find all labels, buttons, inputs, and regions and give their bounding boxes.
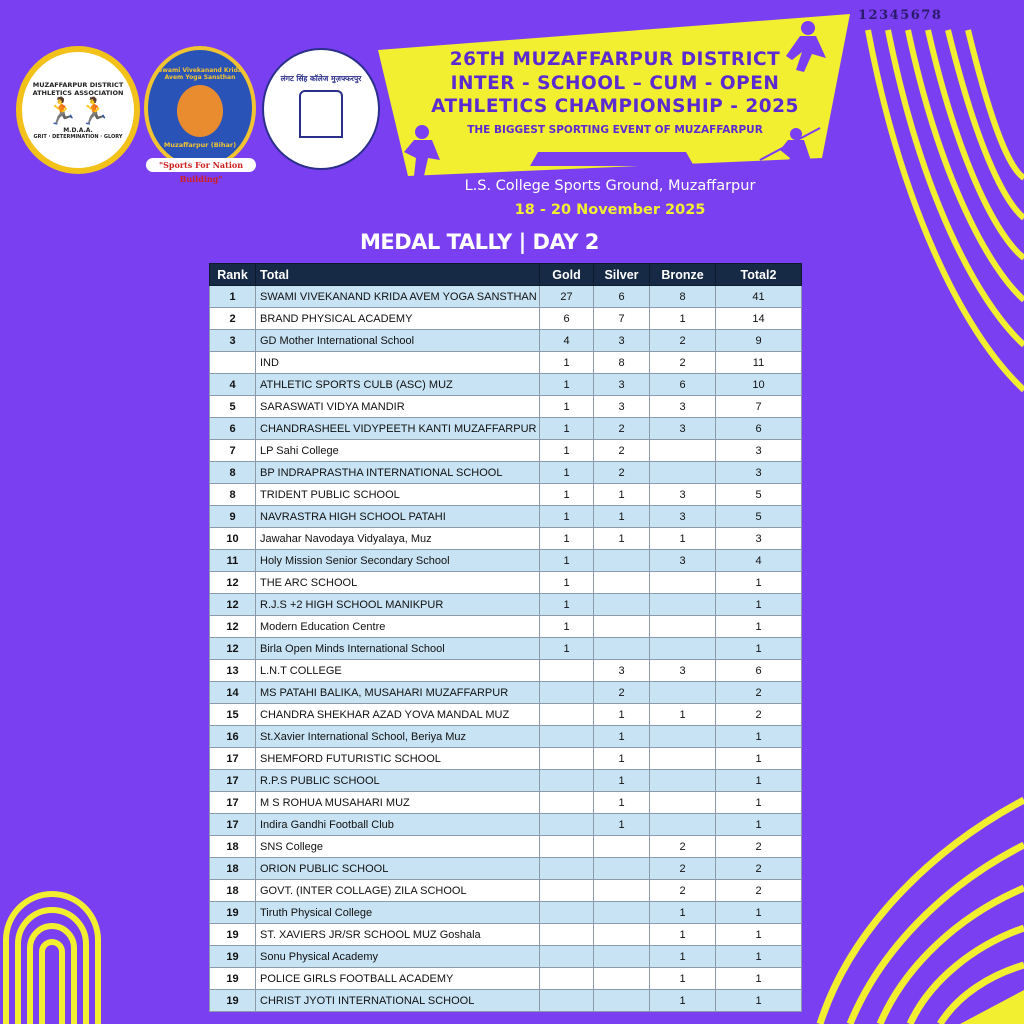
rank-cell: 19 bbox=[210, 990, 256, 1012]
table-row bbox=[210, 814, 802, 836]
track-arcs-top-right bbox=[868, 30, 1024, 390]
team-name-cell: POLICE GIRLS FOOTBALL ACADEMY bbox=[256, 968, 540, 990]
bronze-cell: 8 bbox=[650, 286, 716, 308]
team-name-cell: CHANDRASHEEL VIDYPEETH KANTI MUZAFFARPUR bbox=[256, 418, 540, 440]
table-row bbox=[210, 374, 802, 396]
gold-cell bbox=[540, 704, 594, 726]
gold-cell bbox=[540, 880, 594, 902]
team-name-cell: Jawahar Navodaya Vidyalaya, Muz bbox=[256, 528, 540, 550]
table-row bbox=[210, 770, 802, 792]
gold-cell bbox=[540, 682, 594, 704]
total-cell: 14 bbox=[716, 308, 802, 330]
silver-cell bbox=[594, 990, 650, 1012]
title-line-2: INTER - SCHOOL – CUM - OPEN bbox=[450, 73, 780, 94]
silver-cell: 1 bbox=[594, 792, 650, 814]
bronze-cell: 6 bbox=[650, 374, 716, 396]
rank-cell: 17 bbox=[210, 770, 256, 792]
rank-cell: 3 bbox=[210, 330, 256, 352]
bronze-cell: 1 bbox=[650, 924, 716, 946]
silver-cell: 1 bbox=[594, 506, 650, 528]
total-cell: 1 bbox=[716, 638, 802, 660]
total-cell: 5 bbox=[716, 506, 802, 528]
bronze-cell: 1 bbox=[650, 968, 716, 990]
medal-tally-heading: MEDAL TALLY | DAY 2 bbox=[360, 230, 599, 254]
bronze-cell bbox=[650, 440, 716, 462]
table-row bbox=[210, 726, 802, 748]
silver-cell: 1 bbox=[594, 748, 650, 770]
rank-cell: 5 bbox=[210, 396, 256, 418]
table-row bbox=[210, 396, 802, 418]
team-name-cell: ATHLETIC SPORTS CULB (ASC) MUZ bbox=[256, 374, 540, 396]
bronze-cell: 1 bbox=[650, 528, 716, 550]
total-cell: 1 bbox=[716, 726, 802, 748]
rank-cell: 16 bbox=[210, 726, 256, 748]
rank-cell: 18 bbox=[210, 880, 256, 902]
silver-cell: 3 bbox=[594, 660, 650, 682]
silver-cell: 1 bbox=[594, 704, 650, 726]
total-cell: 2 bbox=[716, 880, 802, 902]
gold-cell: 1 bbox=[540, 484, 594, 506]
bronze-cell bbox=[650, 814, 716, 836]
rank-cell: 19 bbox=[210, 946, 256, 968]
track-arcs-bottom-right bbox=[820, 800, 1024, 1024]
table-row bbox=[210, 704, 802, 726]
team-name-cell: LP Sahi College bbox=[256, 440, 540, 462]
team-name-cell: Holy Mission Senior Secondary School bbox=[256, 550, 540, 572]
rank-cell bbox=[210, 352, 256, 374]
silver-cell bbox=[594, 968, 650, 990]
gold-cell bbox=[540, 990, 594, 1012]
table-row bbox=[210, 660, 802, 682]
total-cell: 2 bbox=[716, 704, 802, 726]
bronze-cell: 2 bbox=[650, 330, 716, 352]
silver-cell bbox=[594, 572, 650, 594]
gold-cell: 1 bbox=[540, 550, 594, 572]
rank-cell: 14 bbox=[210, 682, 256, 704]
silver-cell bbox=[594, 594, 650, 616]
bronze-cell: 2 bbox=[650, 836, 716, 858]
rank-cell: 7 bbox=[210, 440, 256, 462]
total-cell: 4 bbox=[716, 550, 802, 572]
gold-cell bbox=[540, 792, 594, 814]
total-cell: 2 bbox=[716, 836, 802, 858]
table-row bbox=[210, 858, 802, 880]
mdaa-abbr: M.D.A.A. bbox=[63, 126, 93, 134]
total-cell: 6 bbox=[716, 660, 802, 682]
total-cell: 3 bbox=[716, 528, 802, 550]
bronze-cell: 1 bbox=[650, 308, 716, 330]
team-name-cell: L.N.T COLLEGE bbox=[256, 660, 540, 682]
mini-track-icon bbox=[530, 152, 694, 166]
mdaa-logo-text: MUZAFFARPUR DISTRICT ATHLETICS ASSOCIATION bbox=[32, 80, 124, 97]
table-row bbox=[210, 506, 802, 528]
rank-cell: 17 bbox=[210, 792, 256, 814]
total-cell: 1 bbox=[716, 792, 802, 814]
rank-cell: 18 bbox=[210, 858, 256, 880]
total-cell: 10 bbox=[716, 374, 802, 396]
total-cell: 2 bbox=[716, 858, 802, 880]
rank-cell: 17 bbox=[210, 814, 256, 836]
rank-cell: 18 bbox=[210, 836, 256, 858]
silver-cell: 7 bbox=[594, 308, 650, 330]
column-header-name: Total bbox=[256, 264, 540, 286]
gold-cell: 27 bbox=[540, 286, 594, 308]
bronze-cell bbox=[650, 748, 716, 770]
team-name-cell: IND bbox=[256, 352, 540, 374]
total-cell: 41 bbox=[716, 286, 802, 308]
gold-cell: 1 bbox=[540, 396, 594, 418]
bronze-cell bbox=[650, 572, 716, 594]
gold-cell bbox=[540, 902, 594, 924]
gold-cell: 1 bbox=[540, 616, 594, 638]
team-name-cell: Indira Gandhi Football Club bbox=[256, 814, 540, 836]
total-cell: 2 bbox=[716, 682, 802, 704]
table-row bbox=[210, 330, 802, 352]
total-cell: 1 bbox=[716, 594, 802, 616]
column-header-total: Total2 bbox=[716, 264, 802, 286]
table-row bbox=[210, 550, 802, 572]
gold-cell: 1 bbox=[540, 572, 594, 594]
silver-cell: 1 bbox=[594, 726, 650, 748]
table-body bbox=[210, 286, 802, 1012]
silver-cell: 1 bbox=[594, 814, 650, 836]
total-cell: 6 bbox=[716, 418, 802, 440]
mdaa-motto: GRIT · DETERMINATION · GLORY bbox=[33, 133, 123, 140]
gold-cell bbox=[540, 814, 594, 836]
team-name-cell: M S ROHUA MUSAHARI MUZ bbox=[256, 792, 540, 814]
bronze-cell: 3 bbox=[650, 484, 716, 506]
table-row bbox=[210, 924, 802, 946]
column-header-bronze: Bronze bbox=[650, 264, 716, 286]
bronze-cell: 1 bbox=[650, 704, 716, 726]
ls-college-logo bbox=[262, 48, 380, 170]
bronze-cell bbox=[650, 770, 716, 792]
table-row bbox=[210, 946, 802, 968]
team-name-cell: Tiruth Physical College bbox=[256, 902, 540, 924]
gold-cell: 1 bbox=[540, 440, 594, 462]
gold-cell bbox=[540, 858, 594, 880]
gold-cell: 1 bbox=[540, 418, 594, 440]
team-name-cell: ORION PUBLIC SCHOOL bbox=[256, 858, 540, 880]
bronze-cell bbox=[650, 792, 716, 814]
silver-cell: 6 bbox=[594, 286, 650, 308]
gold-cell: 1 bbox=[540, 528, 594, 550]
bronze-cell: 3 bbox=[650, 396, 716, 418]
total-cell: 1 bbox=[716, 990, 802, 1012]
silver-cell: 1 bbox=[594, 770, 650, 792]
silver-cell: 2 bbox=[594, 440, 650, 462]
bronze-cell: 2 bbox=[650, 858, 716, 880]
silver-cell bbox=[594, 550, 650, 572]
portrait-icon bbox=[177, 85, 223, 137]
column-header-rank: Rank bbox=[210, 264, 256, 286]
gold-cell: 1 bbox=[540, 352, 594, 374]
gold-cell bbox=[540, 770, 594, 792]
total-cell: 9 bbox=[716, 330, 802, 352]
bronze-cell bbox=[650, 638, 716, 660]
table-row bbox=[210, 286, 802, 308]
rank-cell: 12 bbox=[210, 594, 256, 616]
team-name-cell: CHRIST JYOTI INTERNATIONAL SCHOOL bbox=[256, 990, 540, 1012]
bronze-cell: 3 bbox=[650, 550, 716, 572]
table-header-row bbox=[210, 264, 802, 286]
rank-cell: 12 bbox=[210, 638, 256, 660]
total-cell: 1 bbox=[716, 968, 802, 990]
bronze-cell bbox=[650, 726, 716, 748]
table-row bbox=[210, 616, 802, 638]
silver-cell bbox=[594, 902, 650, 924]
venue: L.S. College Sports Ground, Muzaffarpur bbox=[464, 178, 756, 194]
silver-cell bbox=[594, 638, 650, 660]
gold-cell bbox=[540, 946, 594, 968]
silver-cell bbox=[594, 836, 650, 858]
rank-cell: 9 bbox=[210, 506, 256, 528]
table-row bbox=[210, 440, 802, 462]
gold-cell: 1 bbox=[540, 506, 594, 528]
team-name-cell: Birla Open Minds International School bbox=[256, 638, 540, 660]
rank-cell: 13 bbox=[210, 660, 256, 682]
rank-cell: 10 bbox=[210, 528, 256, 550]
rank-cell: 17 bbox=[210, 748, 256, 770]
team-name-cell: SARASWATI VIDYA MANDIR bbox=[256, 396, 540, 418]
runners-icon: 🏃🏃 bbox=[45, 96, 111, 127]
table-row bbox=[210, 968, 802, 990]
bronze-cell: 1 bbox=[650, 990, 716, 1012]
mdaa-logo bbox=[16, 46, 140, 174]
silver-cell bbox=[594, 946, 650, 968]
silver-cell: 3 bbox=[594, 374, 650, 396]
team-name-cell: St.Xavier International School, Beriya Muz bbox=[256, 726, 540, 748]
team-name-cell: NAVRASTRA HIGH SCHOOL PATAHI bbox=[256, 506, 540, 528]
gold-cell bbox=[540, 968, 594, 990]
bronze-cell bbox=[650, 594, 716, 616]
table-row bbox=[210, 902, 802, 924]
total-cell: 3 bbox=[716, 462, 802, 484]
silver-cell: 8 bbox=[594, 352, 650, 374]
column-header-silver: Silver bbox=[594, 264, 650, 286]
table-row bbox=[210, 836, 802, 858]
bronze-cell: 3 bbox=[650, 660, 716, 682]
total-cell: 1 bbox=[716, 924, 802, 946]
bronze-cell: 1 bbox=[650, 902, 716, 924]
table-row bbox=[210, 594, 802, 616]
title-line-3: ATHLETICS CHAMPIONSHIP - 2025 bbox=[431, 96, 799, 117]
table-row bbox=[210, 880, 802, 902]
team-name-cell: R.P.S PUBLIC SCHOOL bbox=[256, 770, 540, 792]
team-name-cell: GOVT. (INTER COLLAGE) ZILA SCHOOL bbox=[256, 880, 540, 902]
swami-vivekanand-logo bbox=[144, 46, 256, 170]
team-name-cell: SHEMFORD FUTURISTIC SCHOOL bbox=[256, 748, 540, 770]
rank-cell: 19 bbox=[210, 968, 256, 990]
silver-cell: 1 bbox=[594, 484, 650, 506]
team-name-cell: ST. XAVIERS JR/SR SCHOOL MUZ Goshala bbox=[256, 924, 540, 946]
rank-cell: 15 bbox=[210, 704, 256, 726]
total-cell: 5 bbox=[716, 484, 802, 506]
team-name-cell: Modern Education Centre bbox=[256, 616, 540, 638]
track-arches-bottom-left bbox=[6, 894, 98, 1024]
rank-cell: 4 bbox=[210, 374, 256, 396]
total-cell: 7 bbox=[716, 396, 802, 418]
total-cell: 3 bbox=[716, 440, 802, 462]
gold-cell: 1 bbox=[540, 462, 594, 484]
silver-cell: 2 bbox=[594, 682, 650, 704]
svk-logo-place: Muzaffarpur (Bihar) bbox=[163, 141, 237, 149]
silver-cell: 2 bbox=[594, 462, 650, 484]
bronze-cell bbox=[650, 462, 716, 484]
gold-cell: 1 bbox=[540, 638, 594, 660]
team-name-cell: CHANDRA SHEKHAR AZAD YOVA MANDAL MUZ bbox=[256, 704, 540, 726]
table-row bbox=[210, 418, 802, 440]
bronze-cell bbox=[650, 682, 716, 704]
rank-cell: 12 bbox=[210, 572, 256, 594]
silver-cell bbox=[594, 858, 650, 880]
rank-cell: 19 bbox=[210, 924, 256, 946]
gold-cell bbox=[540, 726, 594, 748]
table-row bbox=[210, 462, 802, 484]
gold-cell bbox=[540, 924, 594, 946]
table-row bbox=[210, 990, 802, 1012]
rank-cell: 11 bbox=[210, 550, 256, 572]
table-row bbox=[210, 748, 802, 770]
rank-cell: 6 bbox=[210, 418, 256, 440]
ls-college-logo-text: लंगट सिंह कॉलेज मुज़फ्फरपुर bbox=[280, 74, 362, 83]
team-name-cell: MS PATAHI BALIKA, MUSAHARI MUZAFFARPUR bbox=[256, 682, 540, 704]
gold-cell: 6 bbox=[540, 308, 594, 330]
total-cell: 1 bbox=[716, 616, 802, 638]
event-dates: 18 - 20 November 2025 bbox=[514, 202, 706, 218]
title-banner bbox=[378, 14, 850, 176]
rank-cell: 12 bbox=[210, 616, 256, 638]
table-row bbox=[210, 528, 802, 550]
silver-cell: 1 bbox=[594, 528, 650, 550]
bronze-cell bbox=[650, 616, 716, 638]
bronze-cell: 2 bbox=[650, 352, 716, 374]
silver-cell bbox=[594, 924, 650, 946]
table-row bbox=[210, 308, 802, 330]
column-header-gold: Gold bbox=[540, 264, 594, 286]
silver-cell: 3 bbox=[594, 330, 650, 352]
svk-logo-text: Swami Vivekanand Krida Avem Yoga Sansthan bbox=[158, 67, 242, 81]
sports-for-nation-tagline: "Sports For Nation Building" bbox=[146, 158, 256, 172]
table-row bbox=[210, 638, 802, 660]
total-cell: 1 bbox=[716, 748, 802, 770]
gold-cell bbox=[540, 660, 594, 682]
total-cell: 1 bbox=[716, 770, 802, 792]
event-subtitle: THE BIGGEST SPORTING EVENT OF MUZAFFARPUR bbox=[467, 124, 763, 136]
silver-cell: 2 bbox=[594, 418, 650, 440]
bronze-cell: 3 bbox=[650, 506, 716, 528]
rank-cell: 1 bbox=[210, 286, 256, 308]
silver-cell bbox=[594, 616, 650, 638]
bronze-cell: 1 bbox=[650, 946, 716, 968]
rank-cell: 8 bbox=[210, 462, 256, 484]
table-row bbox=[210, 352, 802, 374]
total-cell: 1 bbox=[716, 572, 802, 594]
total-cell: 1 bbox=[716, 814, 802, 836]
college-building-icon bbox=[299, 90, 343, 138]
team-name-cell: BRAND PHYSICAL ACADEMY bbox=[256, 308, 540, 330]
title-line-1: 26TH MUZAFFARPUR DISTRICT bbox=[449, 49, 781, 70]
total-cell: 1 bbox=[716, 946, 802, 968]
team-name-cell: Sonu Physical Academy bbox=[256, 946, 540, 968]
gold-cell: 1 bbox=[540, 594, 594, 616]
silver-cell: 3 bbox=[594, 396, 650, 418]
rank-cell: 8 bbox=[210, 484, 256, 506]
rank-cell: 19 bbox=[210, 902, 256, 924]
table-row bbox=[210, 484, 802, 506]
rank-cell: 2 bbox=[210, 308, 256, 330]
team-name-cell: GD Mother International School bbox=[256, 330, 540, 352]
gold-cell bbox=[540, 748, 594, 770]
team-name-cell: TRIDENT PUBLIC SCHOOL bbox=[256, 484, 540, 506]
table-row bbox=[210, 792, 802, 814]
table-row bbox=[210, 682, 802, 704]
table-row bbox=[210, 572, 802, 594]
silver-cell bbox=[594, 880, 650, 902]
team-name-cell: R.J.S +2 HIGH SCHOOL MANIKPUR bbox=[256, 594, 540, 616]
bronze-cell: 3 bbox=[650, 418, 716, 440]
total-cell: 11 bbox=[716, 352, 802, 374]
total-cell: 1 bbox=[716, 902, 802, 924]
gold-cell: 4 bbox=[540, 330, 594, 352]
team-name-cell: BP INDRAPRASTHA INTERNATIONAL SCHOOL bbox=[256, 462, 540, 484]
gold-cell bbox=[540, 836, 594, 858]
bronze-cell: 2 bbox=[650, 880, 716, 902]
lane-numbers: 12345678 bbox=[858, 8, 943, 23]
team-name-cell: SWAMI VIVEKANAND KRIDA AVEM YOGA SANSTHAN bbox=[256, 286, 540, 308]
team-name-cell: THE ARC SCHOOL bbox=[256, 572, 540, 594]
team-name-cell: SNS College bbox=[256, 836, 540, 858]
gold-cell: 1 bbox=[540, 374, 594, 396]
medal-tally-table bbox=[209, 263, 802, 1012]
